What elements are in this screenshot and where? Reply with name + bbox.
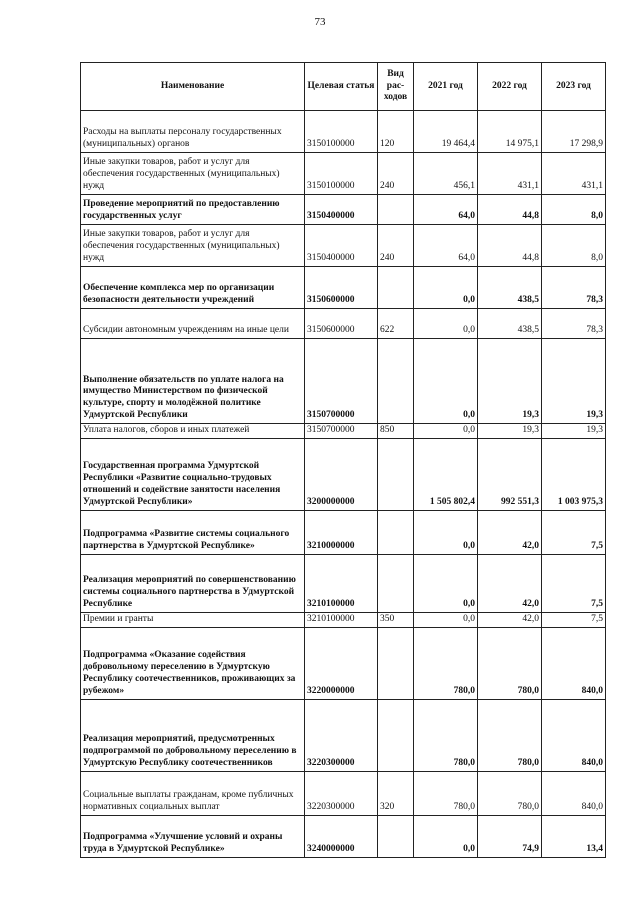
- row-kind: 622: [378, 309, 414, 339]
- table-row: [81, 424, 606, 439]
- table-row: [81, 438, 606, 510]
- header-2023: 2023 год: [542, 63, 606, 111]
- row-code: 3150600000: [305, 309, 378, 339]
- table-row: [81, 554, 606, 612]
- row-2021: 0,0: [414, 815, 478, 857]
- row-2022: 42,0: [478, 612, 542, 627]
- row-code: 3220300000: [305, 771, 378, 815]
- row-2023: 19,3: [542, 339, 606, 424]
- row-2021: 0,0: [414, 612, 478, 627]
- row-2022: 44,8: [478, 225, 542, 267]
- table-row: [81, 195, 606, 225]
- row-name: Подпрограмма «Развитие системы социального партнерства в Удмуртской Республике»: [81, 510, 305, 554]
- row-2021: 0,0: [414, 339, 478, 424]
- row-code: 3200000000: [305, 438, 378, 510]
- row-2023: 78,3: [542, 309, 606, 339]
- row-name: Государственная программа Удмуртской Республики «Развитие социально-трудовых отношений и содействие занятости населения Удмуртской Республики»: [81, 438, 305, 510]
- row-2021: 0,0: [414, 267, 478, 309]
- row-2022: 780,0: [478, 771, 542, 815]
- header-name: Наименование: [81, 63, 305, 111]
- row-name: Уплата налогов, сборов и иных платежей: [81, 424, 305, 439]
- budget-table: [80, 62, 606, 858]
- table-row: [81, 267, 606, 309]
- row-name: Иные закупки товаров, работ и услуг для обеспечения государственных (муниципальных) нужд: [81, 225, 305, 267]
- row-name: Расходы на выплаты персоналу государственных (муниципальных) органов: [81, 111, 305, 153]
- row-code: 3220000000: [305, 627, 378, 699]
- row-name: Реализация мероприятий, предусмотренных подпрограммой по добровольному переселению в Удмуртскую Республику соотечественников: [81, 699, 305, 771]
- row-2022: 44,8: [478, 195, 542, 225]
- row-2021: 64,0: [414, 195, 478, 225]
- header-row: [81, 63, 606, 111]
- row-2021: 64,0: [414, 225, 478, 267]
- row-2023: 8,0: [542, 195, 606, 225]
- row-code: 3150100000: [305, 111, 378, 153]
- row-2021: 0,0: [414, 309, 478, 339]
- row-kind: [378, 438, 414, 510]
- row-kind: 350: [378, 612, 414, 627]
- row-name: Премии и гранты: [81, 612, 305, 627]
- row-2022: 992 551,3: [478, 438, 542, 510]
- row-kind: 120: [378, 111, 414, 153]
- page-number: 73: [314, 16, 326, 28]
- row-2022: 780,0: [478, 699, 542, 771]
- row-2022: 42,0: [478, 510, 542, 554]
- row-2021: 0,0: [414, 510, 478, 554]
- row-name: Субсидии автономным учреждениям на иные цели: [81, 309, 305, 339]
- row-2021: 780,0: [414, 771, 478, 815]
- table-row: [81, 699, 606, 771]
- row-2023: 840,0: [542, 627, 606, 699]
- row-2023: 1 003 975,3: [542, 438, 606, 510]
- row-2023: 840,0: [542, 699, 606, 771]
- table-row: [81, 225, 606, 267]
- row-2023: 7,5: [542, 612, 606, 627]
- row-code: 3210000000: [305, 510, 378, 554]
- row-2022: 438,5: [478, 309, 542, 339]
- header-kind: Вид рас-ходов: [378, 63, 414, 111]
- row-name: Социальные выплаты гражданам, кроме публичных нормативных социальных выплат: [81, 771, 305, 815]
- row-kind: [378, 554, 414, 612]
- row-2023: 78,3: [542, 267, 606, 309]
- row-2022: 42,0: [478, 554, 542, 612]
- row-kind: 320: [378, 771, 414, 815]
- row-kind: [378, 195, 414, 225]
- row-code: 3150600000: [305, 267, 378, 309]
- row-name: Обеспечение комплекса мер по организации безопасности деятельности учреждений: [81, 267, 305, 309]
- table-row: [81, 612, 606, 627]
- row-code: 3240000000: [305, 815, 378, 857]
- row-2023: 840,0: [542, 771, 606, 815]
- table-row: [81, 771, 606, 815]
- row-2021: 0,0: [414, 424, 478, 439]
- header-2021: 2021 год: [414, 63, 478, 111]
- table-row: [81, 153, 606, 195]
- row-code: 3150400000: [305, 195, 378, 225]
- row-2021: 780,0: [414, 627, 478, 699]
- row-kind: [378, 699, 414, 771]
- table-row: [81, 111, 606, 153]
- table-row: [81, 627, 606, 699]
- row-code: 3150400000: [305, 225, 378, 267]
- header-2022: 2022 год: [478, 63, 542, 111]
- row-code: 3150700000: [305, 339, 378, 424]
- row-kind: 240: [378, 153, 414, 195]
- row-kind: [378, 627, 414, 699]
- row-2023: 7,5: [542, 510, 606, 554]
- row-name: Реализация мероприятий по совершенствованию системы социального партнерства в Удмуртской Республике: [81, 554, 305, 612]
- row-2023: 13,4: [542, 815, 606, 857]
- row-2022: 438,5: [478, 267, 542, 309]
- table-row: [81, 339, 606, 424]
- table-row: [81, 309, 606, 339]
- row-2021: 19 464,4: [414, 111, 478, 153]
- row-kind: [378, 815, 414, 857]
- row-2021: 780,0: [414, 699, 478, 771]
- row-name: Проведение мероприятий по предоставлению государственных услуг: [81, 195, 305, 225]
- row-kind: 850: [378, 424, 414, 439]
- row-2021: 0,0: [414, 554, 478, 612]
- row-kind: [378, 267, 414, 309]
- row-2023: 19,3: [542, 424, 606, 439]
- row-kind: [378, 339, 414, 424]
- row-kind: [378, 510, 414, 554]
- row-2022: 74,9: [478, 815, 542, 857]
- row-name: Подпрограмма «Улучшение условий и охраны труда в Удмуртской Республике»: [81, 815, 305, 857]
- row-name: Подпрограмма «Оказание содействия добровольному переселению в Удмуртскую Республику соотечественников, проживающих за рубежом»: [81, 627, 305, 699]
- row-2021: 456,1: [414, 153, 478, 195]
- row-code: 3210100000: [305, 612, 378, 627]
- table-row: [81, 815, 606, 857]
- row-2022: 19,3: [478, 339, 542, 424]
- row-code: 3150700000: [305, 424, 378, 439]
- row-2021: 1 505 802,4: [414, 438, 478, 510]
- table-row: [81, 510, 606, 554]
- row-code: 3220300000: [305, 699, 378, 771]
- row-2023: 8,0: [542, 225, 606, 267]
- row-name: Выполнение обязательств по уплате налога на имущество Министерством по физической культуре, спорту и молодёжной политике Удмуртской Республики: [81, 339, 305, 424]
- row-code: 3210100000: [305, 554, 378, 612]
- row-2022: 780,0: [478, 627, 542, 699]
- row-2023: 7,5: [542, 554, 606, 612]
- row-2023: 17 298,9: [542, 111, 606, 153]
- row-kind: 240: [378, 225, 414, 267]
- row-name: Иные закупки товаров, работ и услуг для обеспечения государственных (муниципальных) нужд: [81, 153, 305, 195]
- row-2022: 19,3: [478, 424, 542, 439]
- row-2022: 431,1: [478, 153, 542, 195]
- header-code: Целевая статья: [305, 63, 378, 111]
- row-2022: 14 975,1: [478, 111, 542, 153]
- row-code: 3150100000: [305, 153, 378, 195]
- row-2023: 431,1: [542, 153, 606, 195]
- table-body: [81, 111, 606, 858]
